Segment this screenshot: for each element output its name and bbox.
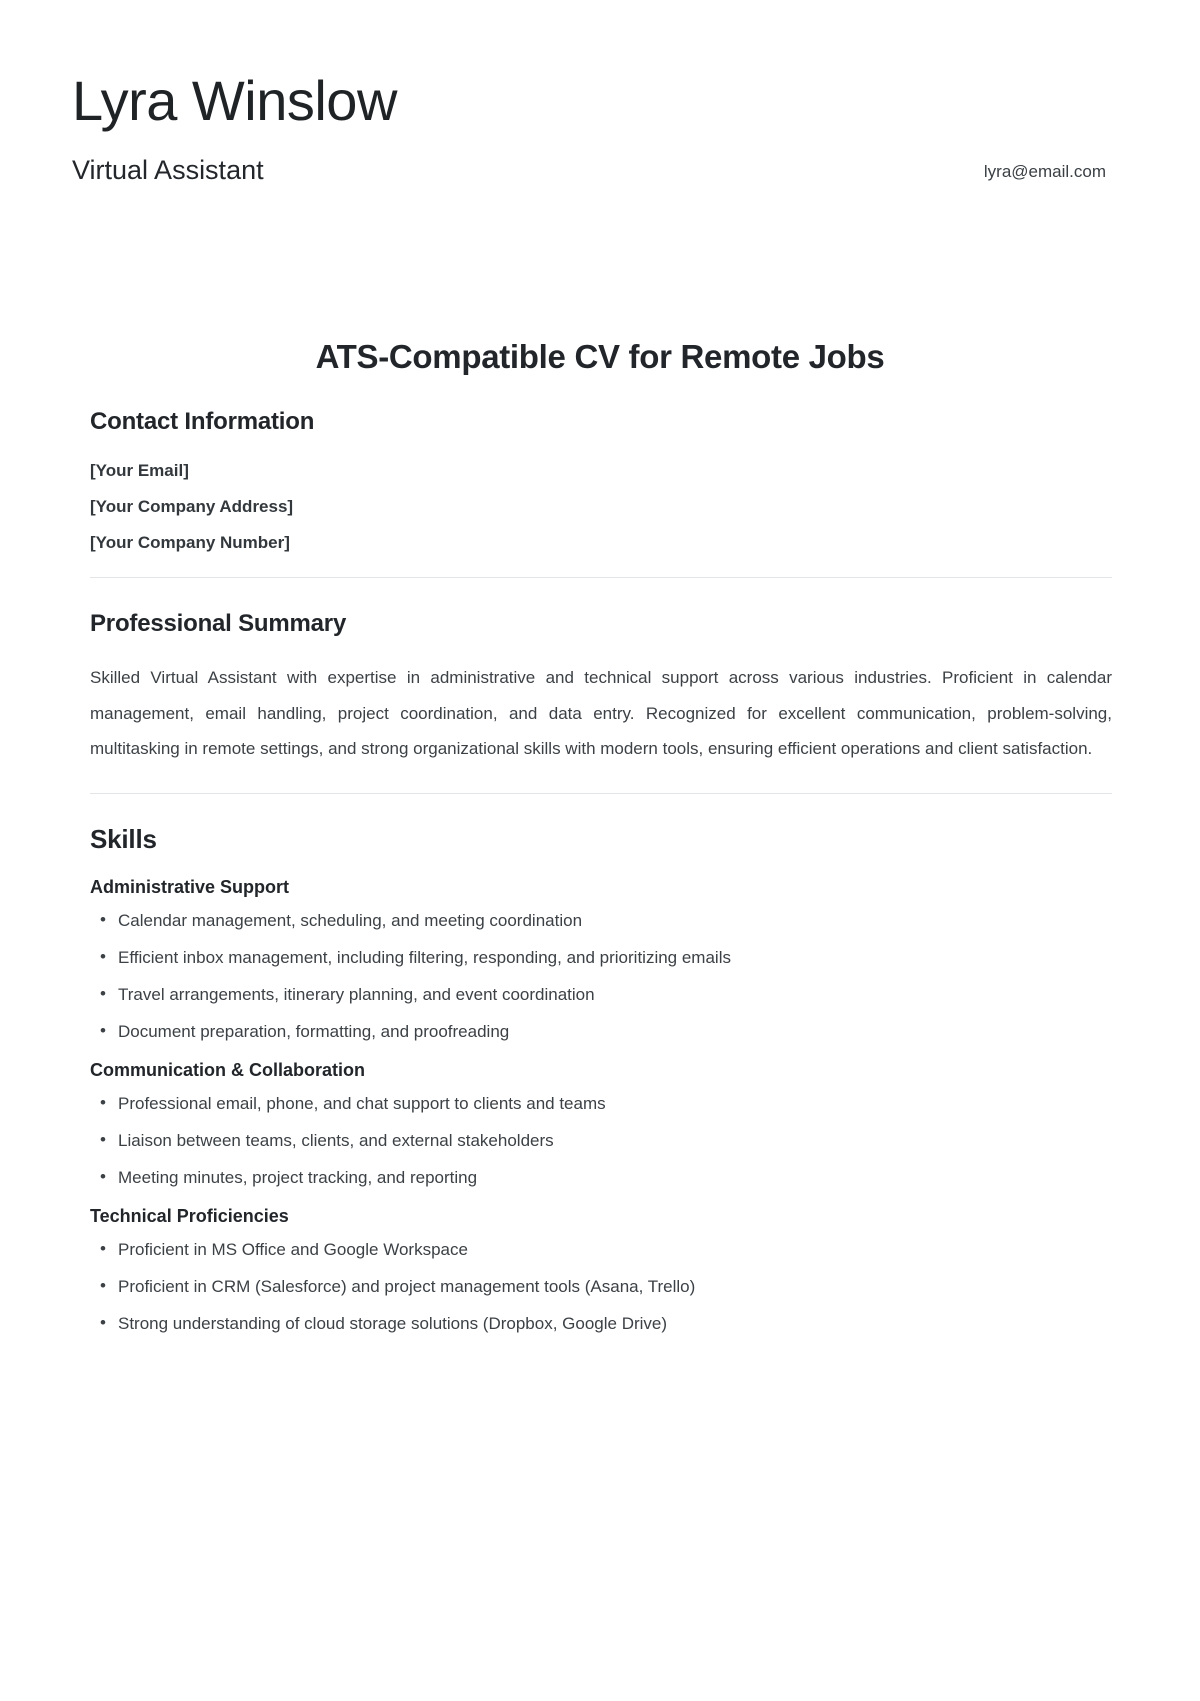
- candidate-name: Lyra Winslow: [72, 69, 397, 132]
- professional-summary-heading: Professional Summary: [90, 609, 347, 637]
- contact-information-heading: Contact Information: [90, 407, 315, 435]
- candidate-role: Virtual Assistant: [72, 154, 264, 185]
- contact-line: [Your Email]: [90, 460, 189, 480]
- skills-group-title: Administrative Support: [90, 877, 290, 898]
- list-item: • Travel arrangements, itinerary planning, and event coordination: [98, 986, 1112, 1003]
- contact-line: [Your Company Address]: [90, 496, 294, 516]
- skills-group-list: [90, 1095, 1112, 1186]
- resume-body: [0, 408, 1200, 1332]
- skills-group-list: [90, 912, 1112, 1040]
- list-item: • Meeting minutes, project tracking, and reporting: [98, 1169, 1112, 1186]
- skills-heading: Skills: [90, 824, 157, 855]
- list-item: • Efficient inbox management, including filtering, responding, and prioritizing emails: [98, 949, 1112, 966]
- resume-header: [0, 0, 1200, 186]
- skills-group-title: Communication & Collaboration: [90, 1060, 366, 1081]
- list-item: • Calendar management, scheduling, and meeting coordination: [98, 912, 1112, 929]
- section-divider: [90, 577, 1112, 578]
- contact-information-list: [90, 462, 1112, 551]
- list-item: • Professional email, phone, and chat support to clients and teams: [98, 1095, 1112, 1112]
- page-title: ATS-Compatible CV for Remote Jobs: [315, 337, 885, 375]
- list-item: • Document preparation, formatting, and proofreading: [98, 1023, 1112, 1040]
- header-subrow: [72, 154, 1110, 186]
- skills-group-title: Technical Proficiencies: [90, 1206, 289, 1227]
- list-item: • Proficient in MS Office and Google Workspace: [98, 1241, 1112, 1258]
- list-item: • Strong understanding of cloud storage solutions (Dropbox, Google Drive): [98, 1315, 1112, 1332]
- list-item: • Liaison between teams, clients, and external stakeholders: [98, 1132, 1112, 1149]
- candidate-email: lyra@email.com: [983, 161, 1106, 181]
- section-divider: [90, 793, 1112, 794]
- list-item: • Proficient in CRM (Salesforce) and project management tools (Asana, Trello): [98, 1278, 1112, 1295]
- skills-group-list: [90, 1241, 1112, 1332]
- contact-line: [Your Company Number]: [90, 532, 290, 552]
- professional-summary-text: Skilled Virtual Assistant with expertise in administrative and technical support across various industries. Proficient in calendar management, email handling, project coordination, and data entry. Recognized for excellent communication, problem-solving, multitasking in remote settings, and strong organizational skills with modern tools, ensuring efficient operations and client satisfaction.: [90, 667, 1112, 759]
